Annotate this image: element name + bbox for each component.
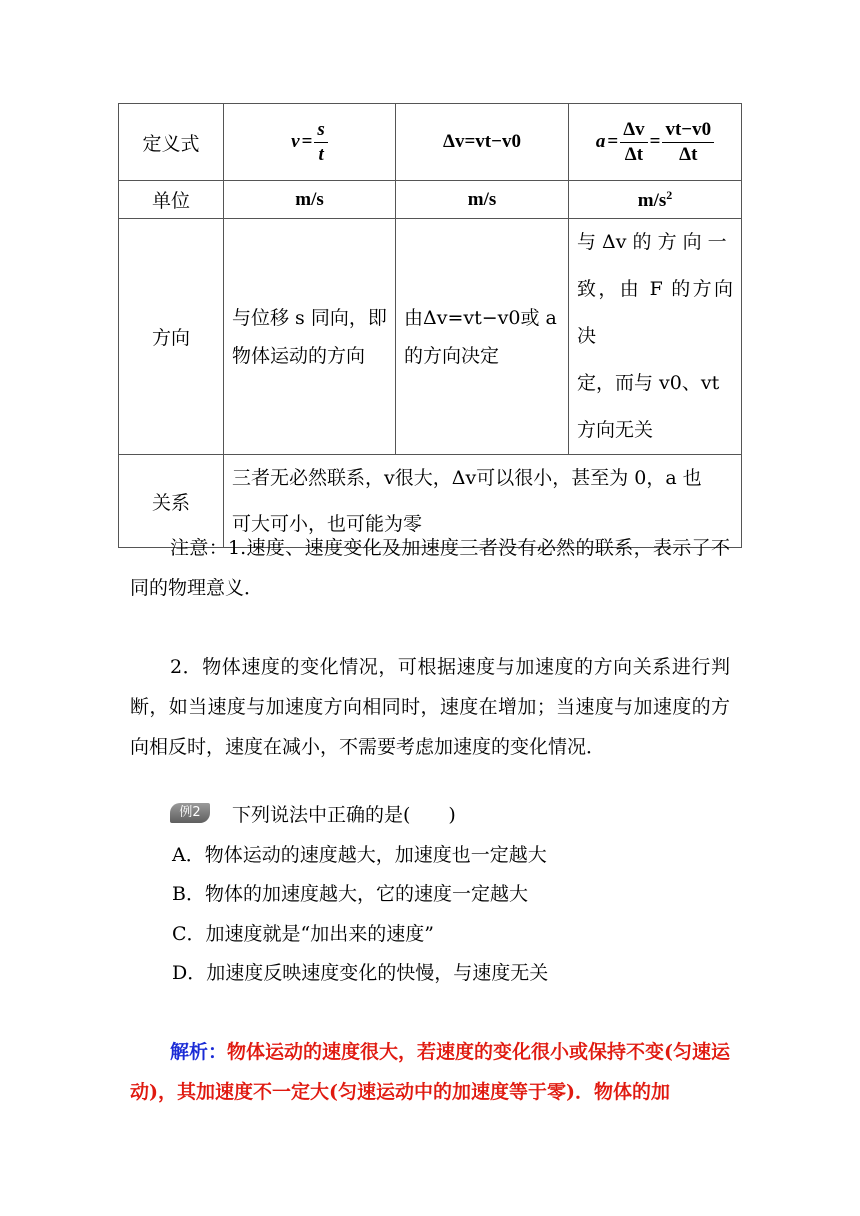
velocity-fraction: $\frac{s}{t}$ [314,119,327,166]
analysis-text: 物体运动的速度很大，若速度的变化很小或保持不变(匀速运动)，其加速度不一定大(匀速运动中的加速度等于零)．物体的加 [130,1041,731,1103]
example-badge-icon: 例2 [170,803,210,823]
acceleration-unit: $m/s^2$ [569,181,742,219]
option-d: D．加速度反映速度变化的快慢，与速度无关 [172,962,549,984]
delta-v-direction: 由Δv=vt−v0或 a 的方向决定 [396,219,569,455]
note-2: 2．物体速度的变化情况，可根据速度与加速度的方向关系进行判断，如当速度与加速度方向相同时，速度在增加；当速度与加速度的方向相反时，速度在减小，不需要考虑加速度的变化情况． [130,656,730,758]
velocity-direction: 与位移 s 同向，即 物体运动的方向 [224,219,396,455]
table-row [119,219,742,455]
row-label-definition: 定义式 [119,104,224,181]
analysis-label: 解析： [170,1041,228,1063]
delta-v-formula: Δv=vt−v0 [396,104,569,181]
comparison-table [118,103,742,548]
velocity-unit: m/s [224,181,396,219]
table-row [119,104,742,181]
analysis [130,1032,730,1112]
acceleration-formula: a = $\frac{\Delta v}{\Delta t}$ = $\frac{vt-v0}{\Delta t}$ [569,104,742,181]
relation-text: 三者无必然联系，v很大，Δv可以很小，甚至为 0，a 也 可大可小，也可能为零 [224,455,742,548]
option-c: C．加速度就是“加出来的速度” [172,923,434,945]
option-a: A．物体运动的速度越大，加速度也一定越大 [172,844,547,866]
row-label-unit: 单位 [119,181,224,219]
row-label-relation: 关系 [119,455,224,548]
note-1: 注意：1.速度、速度变化及加速度三者没有必然的联系，表示了不同的物理意义． [130,537,730,599]
option-b: B．物体的加速度越大，它的速度一定越大 [172,883,528,905]
table-row [119,181,742,219]
acceleration-direction: 与 Δv 的 方 向 一 致，由 F 的方向决 定，而与 v0、vt 方向无关 [569,219,742,455]
example-question: 下列说法中正确的是( ) [232,804,456,826]
delta-v-unit: m/s [396,181,569,219]
row-label-direction: 方向 [119,219,224,455]
velocity-formula: v = $\frac{s}{t}$ [224,104,396,181]
